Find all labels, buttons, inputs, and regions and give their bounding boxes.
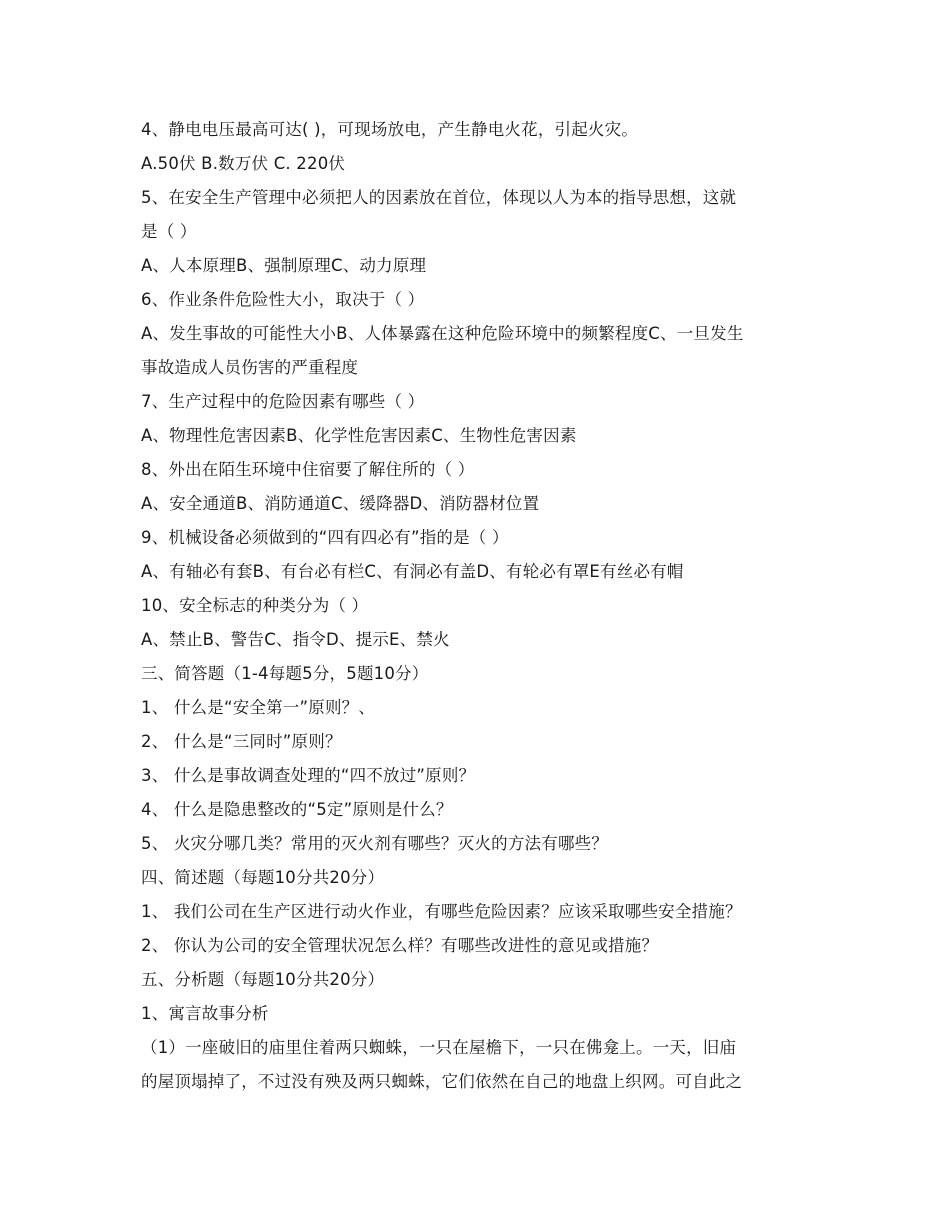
section-3-heading: 三、简答题（1-4每题5分，5题10分）	[141, 664, 429, 683]
short-answer-3: 3、 什么是事故调查处理的“四不放过”原则？	[141, 766, 476, 785]
short-answer-2: 2、 什么是“三同时”原则？	[141, 732, 342, 751]
fable-paragraph-line-2: 的屋顶塌掉了，不过没有殃及两只蜘蛛，它们依然在自己的地盘上织网。可自此之	[141, 1072, 743, 1091]
question-6: 6、作业条件危险性大小，取决于（ ）	[141, 290, 425, 309]
question-8-options: A、安全通道B、消防通道C、缓降器D、消防器材位置	[141, 494, 540, 513]
short-answer-4: 4、 什么是隐患整改的“5定”原则是什么？	[141, 800, 453, 819]
document-body	[141, 113, 813, 1099]
fable-paragraph-line-1: （1）一座破旧的庙里住着两只蜘蛛，一只在屋檐下，一只在佛龛上。一天，旧庙	[141, 1038, 737, 1057]
question-5-continued: 是（ ）	[141, 222, 197, 241]
question-4: 4、静电电压最高可达( )，可现场放电，产生静电火花，引起火灾。	[141, 120, 639, 139]
question-8: 8、外出在陌生环境中住宿要了解住所的（ ）	[141, 460, 475, 479]
question-5: 5、在安全生产管理中必须把人的因素放在首位，体现以人为本的指导思想，这就	[141, 188, 737, 207]
question-5-options: A、人本原理B、强制原理C、动力原理	[141, 256, 427, 275]
question-9-options: A、有轴必有套B、有台必有栏C、有洞必有盖D、有轮必有罩E有丝必有帽	[141, 562, 684, 581]
question-9: 9、机械设备必须做到的“四有四必有”指的是（ ）	[141, 528, 509, 547]
short-answer-1: 1、 什么是“安全第一”原则？、	[141, 698, 376, 717]
essay-question-1: 1、 我们公司在生产区进行动火作业，有哪些危险因素？应该采取哪些安全措施？	[141, 902, 742, 921]
question-10: 10、安全标志的种类分为（ ）	[141, 596, 369, 615]
question-6-options-continued: 事故造成人员伤害的严重程度	[141, 358, 359, 377]
question-10-options: A、禁止B、警告C、指令D、提示E、禁火	[141, 630, 450, 649]
question-7-options: A、物理性危害因素B、化学性危害因素C、生物性危害因素	[141, 426, 577, 445]
short-answer-5: 5、 火灾分哪几类？常用的灭火剂有哪些？灭火的方法有哪些？	[141, 834, 609, 853]
analysis-question-1: 1、寓言故事分析	[141, 1004, 269, 1023]
section-4-heading: 四、简述题（每题10分共20分）	[141, 868, 385, 887]
question-6-options: A、发生事故的可能性大小B、人体暴露在这种危险环境中的频繁程度C、一旦发生	[141, 324, 744, 343]
section-5-heading: 五、分析题（每题10分共20分）	[141, 970, 385, 989]
question-7: 7、生产过程中的危险因素有哪些（ ）	[141, 392, 425, 411]
essay-question-2: 2、 你认为公司的安全管理状况怎么样？有哪些改进性的意见或措施？	[141, 936, 659, 955]
question-4-options: A.50伏 B.数万伏 C. 220伏	[141, 154, 346, 173]
